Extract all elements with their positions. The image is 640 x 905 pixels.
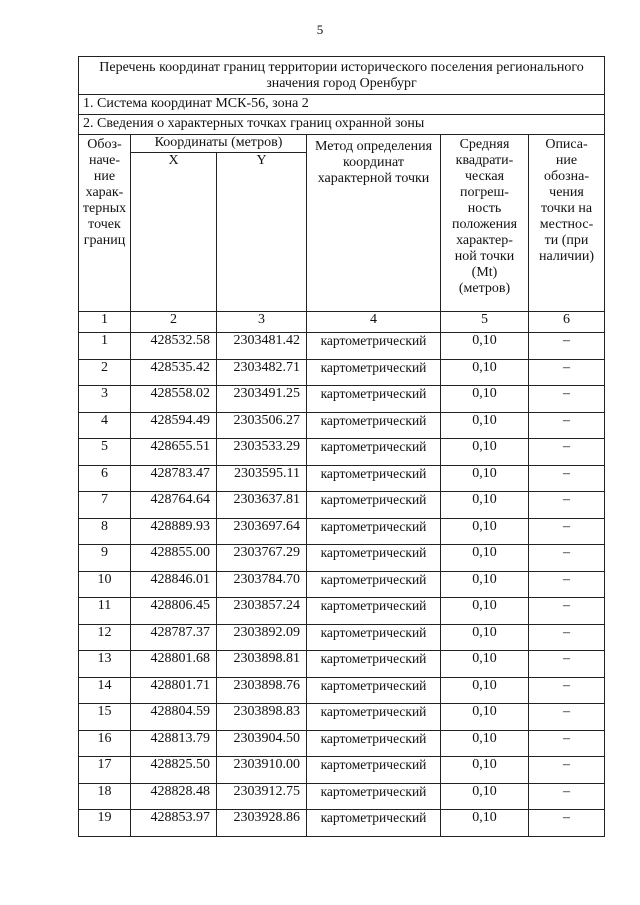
table-title: Перечень координат границ территории исторического поселения регионального значения город Оренбург: [79, 57, 605, 95]
column-number: 4: [307, 312, 441, 333]
coord-x: 428535.42: [131, 359, 217, 386]
description: –: [529, 757, 605, 784]
description: –: [529, 412, 605, 439]
coord-y: 2303912.75: [217, 783, 307, 810]
description: –: [529, 783, 605, 810]
table-row: [79, 412, 605, 439]
method: картометрический: [307, 571, 441, 598]
error-value: 0,10: [441, 757, 529, 784]
coord-y: 2303898.83: [217, 704, 307, 731]
coord-y: 2303928.86: [217, 810, 307, 837]
table-row: [79, 439, 605, 466]
error-value: 0,10: [441, 677, 529, 704]
coord-y: 2303898.76: [217, 677, 307, 704]
method: картометрический: [307, 412, 441, 439]
error-value: 0,10: [441, 810, 529, 837]
point-id: 12: [79, 624, 131, 651]
method: картометрический: [307, 624, 441, 651]
point-id: 6: [79, 465, 131, 492]
point-id: 8: [79, 518, 131, 545]
coord-y: 2303892.09: [217, 624, 307, 651]
description: –: [529, 492, 605, 519]
page-number: 5: [316, 22, 324, 37]
method: картометрический: [307, 783, 441, 810]
method: картометрический: [307, 465, 441, 492]
header-coordinates: Координаты (метров): [131, 135, 307, 153]
table-row: [79, 677, 605, 704]
description: –: [529, 465, 605, 492]
error-value: 0,10: [441, 704, 529, 731]
description: –: [529, 359, 605, 386]
description: –: [529, 571, 605, 598]
table-row: [79, 571, 605, 598]
method: картометрический: [307, 439, 441, 466]
coord-x: 428655.51: [131, 439, 217, 466]
coord-x: 428532.58: [131, 333, 217, 360]
method: картометрический: [307, 598, 441, 625]
point-id: 13: [79, 651, 131, 678]
method: картометрический: [307, 810, 441, 837]
point-id: 9: [79, 545, 131, 572]
column-number: 5: [441, 312, 529, 333]
table-row: [79, 359, 605, 386]
error-value: 0,10: [441, 465, 529, 492]
table-row: [79, 518, 605, 545]
coord-y: 2303767.29: [217, 545, 307, 572]
table-row: [79, 651, 605, 678]
method: картометрический: [307, 359, 441, 386]
point-id: 7: [79, 492, 131, 519]
point-id: 4: [79, 412, 131, 439]
description: –: [529, 333, 605, 360]
error-value: 0,10: [441, 545, 529, 572]
error-value: 0,10: [441, 333, 529, 360]
coord-y: 2303904.50: [217, 730, 307, 757]
error-value: 0,10: [441, 439, 529, 466]
method: картометрический: [307, 730, 441, 757]
point-id: 1: [79, 333, 131, 360]
coord-x: 428825.50: [131, 757, 217, 784]
column-number: 2: [131, 312, 217, 333]
table-row: [79, 492, 605, 519]
error-value: 0,10: [441, 651, 529, 678]
header-row: [79, 135, 605, 153]
coord-x: 428889.93: [131, 518, 217, 545]
coord-x: 428855.00: [131, 545, 217, 572]
error-value: 0,10: [441, 624, 529, 651]
description: –: [529, 651, 605, 678]
description: –: [529, 518, 605, 545]
coord-y: 2303533.29: [217, 439, 307, 466]
error-value: 0,10: [441, 412, 529, 439]
error-value: 0,10: [441, 518, 529, 545]
header-designation: Обоз- наче- ние харак- терных точек границ: [79, 135, 131, 312]
header-error: Средняя квадрати- ческая погреш- ность положения характер- ной точки (Mt) (метров): [441, 135, 529, 312]
description: –: [529, 439, 605, 466]
description: –: [529, 677, 605, 704]
method: картометрический: [307, 677, 441, 704]
description: –: [529, 598, 605, 625]
section-row: [79, 115, 605, 135]
table-row: [79, 730, 605, 757]
table-row: [79, 757, 605, 784]
point-id: 16: [79, 730, 131, 757]
column-number-row: [79, 312, 605, 333]
method: картометрический: [307, 333, 441, 360]
description: –: [529, 386, 605, 413]
coord-x: 428801.68: [131, 651, 217, 678]
point-id: 14: [79, 677, 131, 704]
point-id: 10: [79, 571, 131, 598]
header-y: Y: [217, 153, 307, 312]
header-description: Описа- ние обозна- чения точки на местнос- ти (при наличии): [529, 135, 605, 312]
description: –: [529, 624, 605, 651]
point-id: 2: [79, 359, 131, 386]
coord-y: 2303491.25: [217, 386, 307, 413]
section-row: [79, 95, 605, 115]
table-row: [79, 783, 605, 810]
header-method: Метод определения координат характерной точки: [307, 135, 441, 312]
point-id: 19: [79, 810, 131, 837]
coord-x: 428558.02: [131, 386, 217, 413]
coord-y: 2303506.27: [217, 412, 307, 439]
coord-x: 428764.64: [131, 492, 217, 519]
coord-x: 428853.97: [131, 810, 217, 837]
table-row: [79, 624, 605, 651]
table-row: [79, 704, 605, 731]
coord-y: 2303595.11: [217, 465, 307, 492]
error-value: 0,10: [441, 359, 529, 386]
column-number: 3: [217, 312, 307, 333]
coord-y: 2303910.00: [217, 757, 307, 784]
column-number: 6: [529, 312, 605, 333]
point-id: 5: [79, 439, 131, 466]
coord-y: 2303637.81: [217, 492, 307, 519]
points-info-label: 2. Сведения о характерных точках границ охранной зоны: [79, 115, 605, 135]
point-id: 3: [79, 386, 131, 413]
point-id: 11: [79, 598, 131, 625]
column-number: 1: [79, 312, 131, 333]
coord-x: 428813.79: [131, 730, 217, 757]
table-row: [79, 545, 605, 572]
method: картометрический: [307, 492, 441, 519]
method: картометрический: [307, 386, 441, 413]
coord-y: 2303898.81: [217, 651, 307, 678]
coordinate-system-label: 1. Система координат МСК-56, зона 2: [79, 95, 605, 115]
error-value: 0,10: [441, 730, 529, 757]
point-id: 15: [79, 704, 131, 731]
description: –: [529, 730, 605, 757]
coord-y: 2303857.24: [217, 598, 307, 625]
table-row: [79, 386, 605, 413]
coord-x: 428801.71: [131, 677, 217, 704]
coord-x: 428828.48: [131, 783, 217, 810]
error-value: 0,10: [441, 386, 529, 413]
description: –: [529, 704, 605, 731]
method: картометрический: [307, 651, 441, 678]
coord-y: 2303784.70: [217, 571, 307, 598]
error-value: 0,10: [441, 492, 529, 519]
table-row: [79, 465, 605, 492]
method: картометрический: [307, 757, 441, 784]
coordinates-table: [78, 56, 605, 837]
coord-x: 428804.59: [131, 704, 217, 731]
table-title-row: [79, 57, 605, 95]
point-id: 17: [79, 757, 131, 784]
coord-x: 428594.49: [131, 412, 217, 439]
description: –: [529, 810, 605, 837]
coord-x: 428846.01: [131, 571, 217, 598]
coord-y: 2303481.42: [217, 333, 307, 360]
coord-x: 428806.45: [131, 598, 217, 625]
description: –: [529, 545, 605, 572]
method: картометрический: [307, 518, 441, 545]
point-id: 18: [79, 783, 131, 810]
table-row: [79, 810, 605, 837]
coord-x: 428783.47: [131, 465, 217, 492]
method: картометрический: [307, 704, 441, 731]
error-value: 0,10: [441, 598, 529, 625]
coord-y: 2303697.64: [217, 518, 307, 545]
error-value: 0,10: [441, 571, 529, 598]
method: картометрический: [307, 545, 441, 572]
coord-y: 2303482.71: [217, 359, 307, 386]
table-row: [79, 333, 605, 360]
table-row: [79, 598, 605, 625]
coord-x: 428787.37: [131, 624, 217, 651]
error-value: 0,10: [441, 783, 529, 810]
header-x: X: [131, 153, 217, 312]
